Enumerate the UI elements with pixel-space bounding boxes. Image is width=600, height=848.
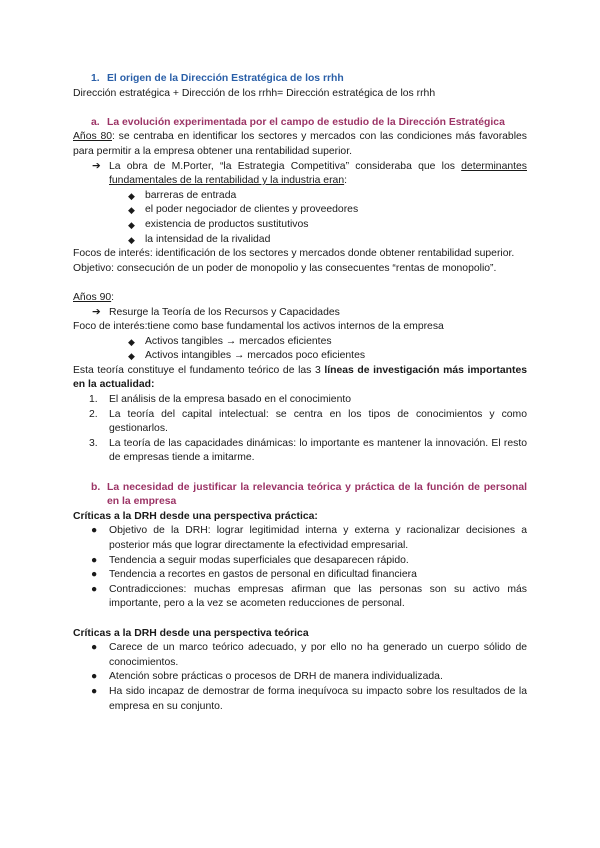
research-line-item bbox=[73, 437, 527, 466]
theoretical-item bbox=[73, 670, 527, 685]
diamond-bullet-icon: ◆ bbox=[128, 190, 135, 201]
research-line-text: El análisis de la empresa basado en el conocimiento bbox=[109, 394, 352, 406]
research-line-item bbox=[73, 408, 527, 437]
focus-80-paragraph: Focos de interés: identificación de los sectores y mercados donde obtener rentabilidad superior. bbox=[73, 248, 515, 260]
dot-bullet-icon: ● bbox=[91, 569, 98, 581]
diamond-bullet-icon: ◆ bbox=[128, 336, 135, 347]
arrow-icon: ➔ bbox=[92, 306, 101, 318]
theoretical-item-text: Ha sido incapaz de demostrar de forma inequívoca su impacto sobre los resultados de la empresa en su conjunto. bbox=[109, 685, 527, 712]
resurge-text: Resurge la Teoría de los Recursos y Capacidades bbox=[109, 306, 340, 318]
document-body bbox=[73, 72, 527, 714]
years-80-paragraph bbox=[73, 130, 527, 159]
list-number: 1. bbox=[89, 394, 98, 406]
section-b-heading bbox=[73, 481, 527, 510]
practical-item bbox=[73, 524, 527, 553]
section-b-letter: b. bbox=[91, 481, 101, 493]
asset-text: Activos tangibles → mercados eficientes bbox=[145, 335, 332, 347]
theoretical-item bbox=[73, 685, 527, 714]
porter-underlined: determinantes fundamentales de la rentabilidad y la industria eran bbox=[109, 160, 527, 187]
theoretical-item bbox=[73, 641, 527, 670]
spacer bbox=[73, 276, 527, 291]
list-number: 3. bbox=[89, 437, 98, 449]
years-90-suffix: : bbox=[111, 291, 115, 303]
spacer bbox=[73, 101, 527, 116]
porter-item bbox=[73, 160, 527, 189]
section-1-number: 1. bbox=[91, 73, 100, 84]
dot-bullet-icon: ● bbox=[91, 671, 98, 683]
section-a-title: La evolución experimentada por el campo de estudio de la Dirección Estratégica bbox=[107, 116, 505, 128]
determinant-item bbox=[73, 233, 527, 248]
diamond-bullet-icon: ◆ bbox=[128, 205, 135, 216]
dot-bullet-icon: ● bbox=[91, 525, 98, 537]
research-line-text: La teoría de las capacidades dinámicas: lo importante es mantener la innovación. El resto de empresas tiende a imitarme. bbox=[109, 437, 527, 464]
practical-item-text: Objetivo de la DRH: lograr legitimidad interna y externa y racionalizar decisiones a posterior más que lograr directamente la efectividad empresarial. bbox=[109, 525, 527, 551]
years-80-label: Años 80 bbox=[73, 131, 112, 143]
diamond-bullet-icon: ◆ bbox=[128, 219, 135, 230]
theory-paragraph bbox=[73, 364, 527, 393]
years-90-paragraph bbox=[73, 291, 527, 306]
asset-text: Activos intangibles → mercados poco eficientes bbox=[145, 350, 366, 362]
determinant-item bbox=[73, 189, 527, 204]
practical-heading: Críticas a la DRH desde una perspectiva práctica: bbox=[73, 510, 318, 522]
determinant-text: existencia de productos sustitutivos bbox=[145, 218, 309, 230]
dot-bullet-icon: ● bbox=[91, 642, 98, 654]
arrow-icon: ➔ bbox=[92, 160, 101, 172]
theory-prefix: Esta teoría constituye el fundamento teórico de las 3 bbox=[73, 364, 325, 376]
practical-item-text: Tendencia a recortes en gastos de personal en dificultad financiera bbox=[109, 569, 417, 581]
asset-item bbox=[73, 335, 527, 350]
determinant-text: barreras de entrada bbox=[145, 189, 237, 201]
section-a-heading bbox=[73, 116, 527, 131]
theoretical-item-text: Carece de un marco teórico adecuado, y por ello no ha generado un cuerpo sólido de conocimientos. bbox=[109, 642, 527, 668]
years-90-label: Años 90 bbox=[73, 291, 112, 303]
theoretical-item-text: Atención sobre prácticas o procesos de DRH de manera individualizada. bbox=[109, 671, 443, 683]
determinant-item bbox=[73, 203, 527, 218]
determinant-text: el poder negociador de clientes y proveedores bbox=[145, 204, 359, 216]
dot-bullet-icon: ● bbox=[91, 685, 98, 697]
practical-item bbox=[73, 583, 527, 612]
section-1-title: El origen de la Dirección Estratégica de los rrhh bbox=[107, 73, 344, 84]
practical-item-text: Tendencia a seguir modas superficiales que desaparecen rápido. bbox=[109, 554, 409, 566]
resurge-item bbox=[73, 306, 527, 321]
list-number: 2. bbox=[89, 408, 98, 420]
theoretical-heading: Críticas a la DRH desde una perspectiva teórica bbox=[73, 627, 309, 639]
asset-item bbox=[73, 349, 527, 364]
practical-item bbox=[73, 568, 527, 583]
diamond-bullet-icon: ◆ bbox=[128, 234, 135, 245]
research-line-text: La teoría del capital intelectual: se centra en los tipos de conocimientos y como gestionarlos. bbox=[109, 408, 527, 435]
porter-prefix: La obra de M.Porter, “la Estrategia Competitiva” consideraba que los bbox=[109, 160, 462, 172]
section-b-title: La necesidad de justificar la relevancia teórica y práctica de la función de personal en la empresa bbox=[107, 481, 527, 508]
section-a-letter: a. bbox=[91, 116, 100, 128]
spacer bbox=[73, 612, 527, 627]
spacer bbox=[73, 466, 527, 481]
objective-80-paragraph: Objetivo: consecución de un poder de monopolio y las consecuentes “rentas de monopolio”. bbox=[73, 262, 497, 274]
dot-bullet-icon: ● bbox=[91, 554, 98, 566]
practical-item bbox=[73, 554, 527, 569]
years-80-text: : se centraba en identificar los sectores y mercados con las condiciones más favorables para permitir a la empresa obtener una rentabilidad superior. bbox=[73, 131, 527, 157]
theory-bold: líneas de investigación más importantes en la actualidad: bbox=[73, 364, 528, 391]
determinant-text: la intensidad de la rivalidad bbox=[145, 233, 271, 245]
determinant-item bbox=[73, 218, 527, 233]
practical-item-text: Contradicciones: muchas empresas afirman que las personas son su activo más importante, pero a la vez se acometen reducciones de personal. bbox=[109, 583, 527, 610]
section-1-heading bbox=[73, 72, 527, 87]
porter-suffix: : bbox=[344, 175, 347, 187]
research-line-item bbox=[73, 393, 527, 408]
focus-90-paragraph: Foco de interés:tiene como base fundamental los activos internos de la empresa bbox=[73, 321, 444, 333]
diamond-bullet-icon: ◆ bbox=[128, 351, 135, 362]
dot-bullet-icon: ● bbox=[91, 583, 98, 595]
formula-line: Dirección estratégica + Dirección de los rrhh= Dirección estratégica de los rrhh bbox=[73, 87, 436, 99]
